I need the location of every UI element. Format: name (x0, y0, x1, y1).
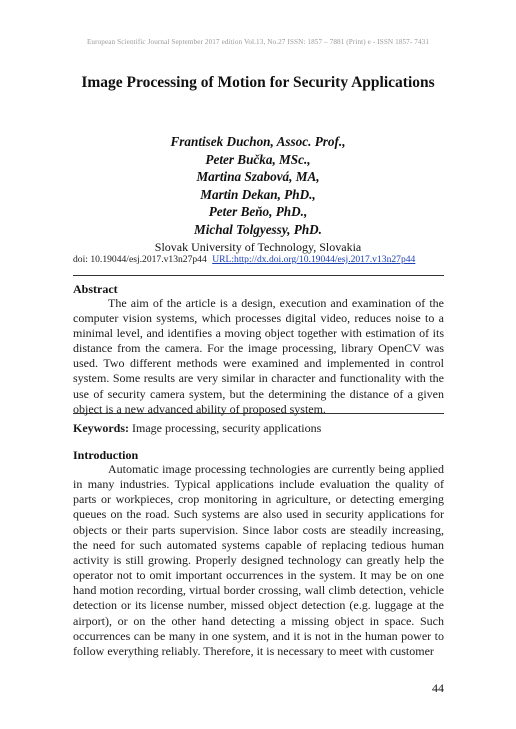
abstract-section (73, 282, 444, 417)
paper-title: Image Processing of Motion for Security Applications (81, 74, 435, 91)
introduction-text: Automatic image processing technologies are currently being applied in many industries. Typical applications include evaluation the quality of parts or workpieces, crop monitoring in agriculture, or detecting emerging queues on the road. Such systems are also used in security applications for objects or their parts supervision. Since labor costs are steadily increasing, the need for such automated systems capable of replacing tedious human activity is still growing. Properly designed technology can greatly help the operator not to omit important occurrences in the system. It may be on one hand motion recording, virtual border crossing, wall climb detection, vehicle detection or its license number, missed object detection (e.g. luggage at the airport), or on the other hand detecting a missing object in space. Such occurrences can be many in one system, and it is not in the human power to follow everything reliably. Therefore, it is necessary to meet with customer (73, 462, 444, 658)
keywords-line (73, 421, 444, 435)
abstract-top-divider (73, 275, 444, 276)
author-name: Peter Bučka, MSc., (205, 151, 311, 167)
introduction-section (73, 448, 444, 659)
author-affiliation: Slovak University of Technology, Slovakia (154, 239, 362, 254)
doi-url-link[interactable]: URL:http://dx.doi.org/10.19044/esj.2017.v13n27p44 (212, 254, 416, 265)
keywords-text: Image processing, security applications (132, 421, 322, 435)
page-number: 44 (432, 681, 444, 695)
author-name: Martina Szabová, MA, (196, 169, 320, 185)
abstract-heading: Abstract (73, 282, 118, 296)
doi-line (73, 254, 415, 265)
abstract-bottom-divider (73, 413, 444, 414)
doi-text: doi: 10.19044/esj.2017.v13n27p44 (73, 254, 207, 265)
author-block (0, 133, 516, 256)
journal-running-header: European Scientific Journal September 2017 edition Vol.13, No.27 ISSN: 1857 – 7881 (Print) e - ISSN 1857- 7431 (86, 38, 430, 46)
keywords-label: Keywords: (73, 421, 129, 435)
author-name: Peter Beňo, PhD., (208, 204, 308, 220)
introduction-heading: Introduction (73, 448, 139, 462)
author-name: Frantisek Duchon, Assoc. Prof., (170, 134, 346, 149)
author-name: Martin Dekan, PhD., (200, 186, 316, 202)
author-name: Michal Tolgyessy, PhD. (194, 221, 322, 237)
abstract-text: The aim of the article is a design, execution and examination of the computer vision systems, which processes digital video, reduces noise to a minimal level, and identifies a moving object together with estimation of its distance from the camera. For the image processing, library OpenCV was used. Two different methods were examined and implemented in control system. Some results are very similar in character and functionality with the use of security camera system, but the determining the distance of a given object is a new advanced ability of proposed system. (73, 296, 444, 416)
